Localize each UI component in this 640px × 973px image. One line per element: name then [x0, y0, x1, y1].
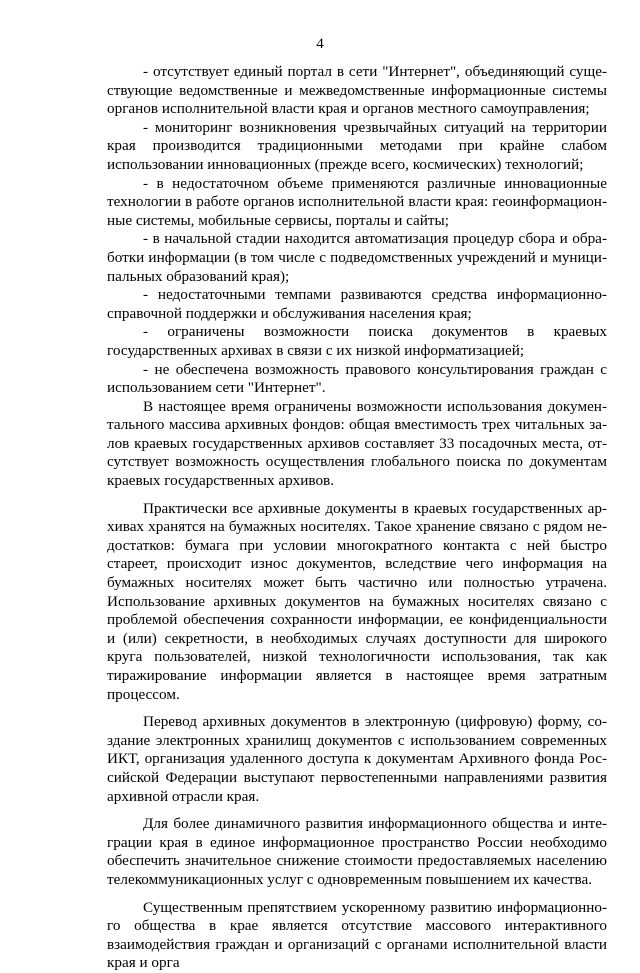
paragraph-innovative-tech: - в недостаточном объеме применяются различные инновационные технологии в работе органов исполнительной власти края: геоинформационные системы, мобильные сервисы, порталы и сайты;: [107, 174, 607, 229]
paragraph-interaction-obstacle: Существенным препятствием ускоренному развитию информационного общества в крае является отсутствие массового интерактивного взаимодействия граждан и организаций с органами исполнительной власти края и орга: [107, 898, 607, 972]
paragraph-telecom-costs: Для более динамичного развития информационного общества и интеграции края в единое информационное пространство России необходимо обеспечить значительное снижение стоимости предоставляемых населению телекоммуникационных услуг с одновременным повышением их качества.: [107, 815, 607, 888]
paragraph-automation: - в начальной стадии находится автоматизация процедур сбора и обработки информации (в том числе с подведомственных учреждений и муниципальных образований края);: [107, 230, 607, 285]
paragraph-reference-support: - недостаточными темпами развиваются средства информационно-справочной поддержки и обслуживания населения края;: [107, 286, 607, 322]
paragraph-portal: - отсутствует единый портал в сети "Интернет", объединяющий существующие ведомственные и межведомственные информационные системы органов исполнительной власти края и органов местного самоуправления;: [107, 63, 607, 118]
page-number: 4: [316, 36, 324, 52]
paragraph-archive-search: - ограничены возможности поиска документов в краевых государственных архивах в связи с их низкой информатизацией;: [107, 323, 607, 359]
paragraph-monitoring: - мониторинг возникновения чрезвычайных ситуаций на территории края производится традиционными методами при крайне слабом использовании инновационных (прежде всего, космических) технологий;: [107, 118, 607, 173]
paragraph-legal-consulting: - не обеспечена возможность правового консультирования граждан с использованием сети "Интернет".: [107, 360, 607, 397]
paragraph-paper-storage: Практически все архивные документы в краевых государственных архивах хранятся на бумажных носителях. Такое хранение связано с рядом недостатков: бумага при условии многократного контакта с ней быстро стареет, происходит износ документов, вследствие чего информация на бумажных носителях может быть частично или полностью утрачена. Использование архивных документов на бумажных носителях связано с проблемой обеспечения сохранности информации, ее конфиденциальности и (или) секретности, в необходимых случаях доступности для широкого круга пользователей, низкой технологичности использования, так как тиражирование информации является в настоящее время затратным процессом.: [107, 499, 607, 703]
body-text: [107, 63, 607, 973]
paragraph-reading-rooms: В настоящее время ограничены возможности использования документального массива архивных фондов: общая вместимость трех читальных залов краевых государственных архивов составляет 33 посадочных места, отсутствует возможность осуществления глобального поиска по документам краевых государственных архивов.: [107, 397, 607, 490]
paragraph-digitization: Перевод архивных документов в электронную (цифровую) форму, создание электронных хранилищ документов с использованием современных ИКТ, организация удаленного доступа к документам Архивного фонда Российской Федерации выступают первостепенными направлениями развития архивной отрасли края.: [107, 713, 607, 805]
